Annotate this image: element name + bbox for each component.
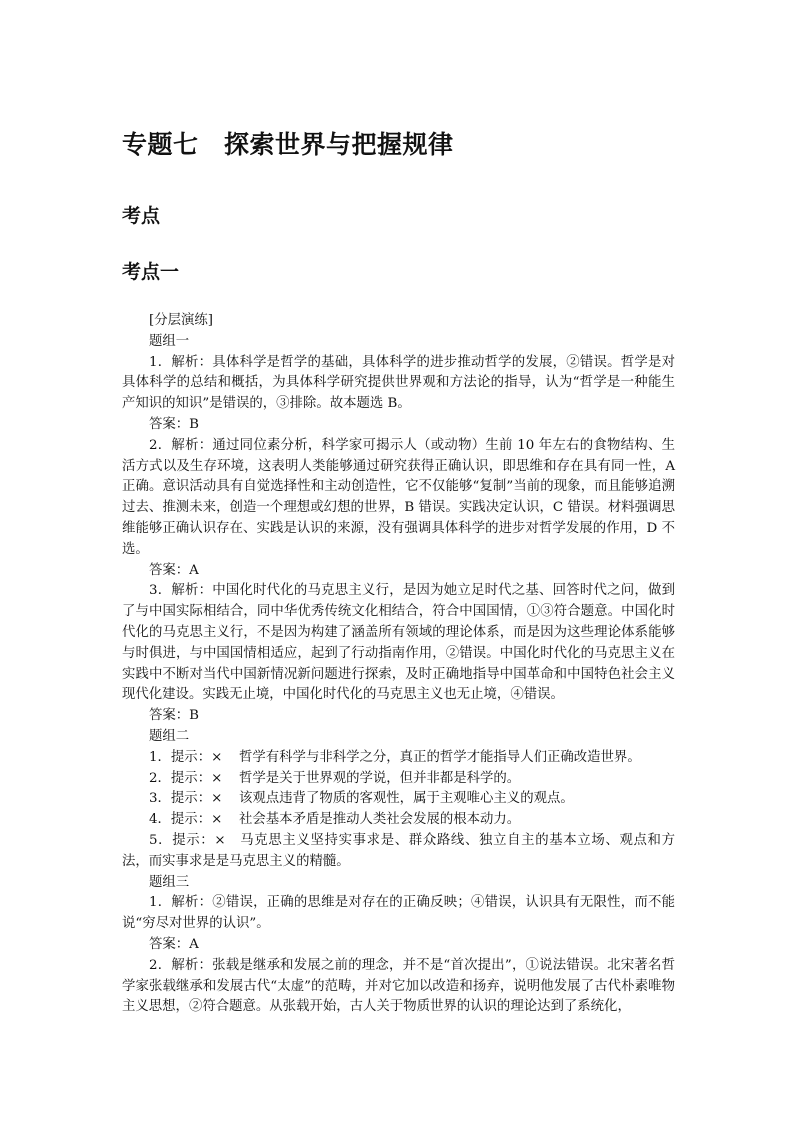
analysis-paragraph: 2．解析：通过同位素分析，科学家可揭示人（或动物）生前 10 年左右的食物结构、生活方式以及生存环境，这表明人类能够通过研究获得正确认识，即思维和存在具有同一性，A 正确。意识活动具有自觉选择性和主动创造性，它不仅能够“复制”当前的现象，而且能够追溯过去、推测未来，创造一个理想或幻想的世界，B 错误。实践决定认识，C 错误。材料强调思维能够正确认识存在、实践是认识的来源，没有强调具体科学的进步对哲学发展的作用，D 不选。: [122, 437, 675, 557]
analysis-paragraph: 3．解析：中国化时代化的马克思主义行，是因为她立足时代之基、回答时代之问，做到了与中国实际相结合，同中华优秀传统文化相结合，符合中国国情，①③符合题意。中国化时代化的马克思主义行，不是因为构建了涵盖所有领域的理论体系，而是因为这些理论体系能够与时俱进，与中国国情相适应，起到了行动指南作用，②错误。中国化时代化的马克思主义在实践中不断对当代中国新情况新问题进行探索，及时正确地指导中国革命和中国特色社会主义现代化建设。实践无止境，中国化时代化的马克思主义也无止境，④错误。: [122, 583, 675, 703]
layer-label: [分层演练]: [149, 313, 214, 328]
hint-prefix: 3．提示：×: [149, 791, 223, 807]
hint-prefix: 4．提示：×: [149, 812, 223, 828]
hint-prefix: 1．提示：×: [149, 749, 223, 765]
hint-text: 哲学有科学与非科学之分，真正的哲学才能指导人们正确改造世界。: [239, 749, 641, 765]
answer-line: 答案：B: [149, 416, 200, 432]
analysis-paragraph: 1．解析：具体科学是哲学的基础，具体科学的进步推动哲学的发展，②错误。哲学是对具体科学的总结和概括，为具体科学研究提供世界观和方法论的指导，认为“哲学是一种能生产知识的知识”是错误的，③排除。故本题选 B。: [122, 354, 675, 412]
answer-line: 答案：A: [149, 936, 199, 952]
document-body: [122, 311, 675, 1018]
group-label: 题组三: [149, 874, 190, 890]
hint-line: [122, 769, 675, 790]
hint-text: 社会基本矛盾是推动人类社会发展的根本动力。: [239, 812, 521, 828]
page-title: 专题七 探索世界与把握规律: [122, 130, 454, 159]
section-heading: 考点: [122, 205, 161, 227]
analysis-paragraph: 1．解析：②错误，正确的思维是对存在的正确反映；④错误，认识具有无限性，而不能说“穷尽对世界的认识”。: [122, 895, 675, 932]
subsection-heading: 考点一: [122, 261, 180, 283]
hint-paragraph: 5．提示：× 马克思主义坚持实事求是、群众路线、独立自主的基本立场、观点和方法，而实事求是是马克思主义的精髓。: [122, 832, 675, 869]
hint-text: 该观点违背了物质的客观性，属于主观唯心主义的观点。: [239, 791, 574, 807]
hint-line: [122, 748, 675, 769]
group-label: 题组二: [149, 728, 190, 744]
hint-text: 哲学是关于世界观的学说，但并非都是科学的。: [239, 770, 521, 786]
analysis-paragraph: 2．解析：张载是继承和发展之前的理念，并不是“首次提出”，①说法错误。北宋著名哲学家张载继承和发展古代“太虚”的范畴，并对它加以改造和扬弃，说明他发展了古代朴素唯物主义思想，②符合题意。从张载开始，古人关于物质世界的认识的理论达到了系统化，: [122, 957, 675, 1015]
answer-line: 答案：B: [149, 708, 200, 724]
hint-prefix: 2．提示：×: [149, 770, 223, 786]
hint-line: [122, 789, 675, 810]
hint-line: [122, 810, 675, 831]
answer-line: 答案：A: [149, 562, 199, 578]
group-label: 题组一: [149, 333, 190, 349]
